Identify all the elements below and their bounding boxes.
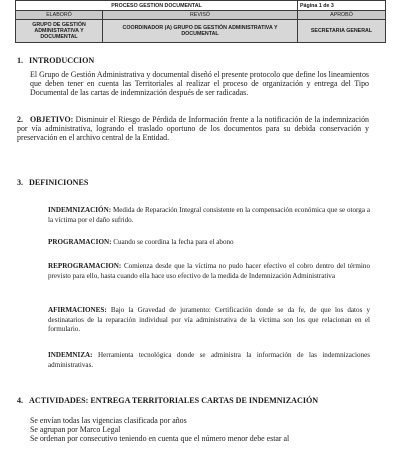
definition-item <box>48 306 370 335</box>
section-number: 1. <box>17 56 24 65</box>
section-title: DEFINICIONES <box>29 178 89 187</box>
section-number: 3. <box>17 178 24 187</box>
section-title: OBJETIVO: <box>30 115 74 124</box>
reviso-value: COORDINADOR (A) GRUPO DE GESTIÓN ADMINISTRATIVA Y DOCUMENTAL <box>103 20 298 43</box>
section-number: 2. <box>17 115 23 124</box>
definition-item <box>48 351 370 370</box>
section-title: INTRODUCCION <box>29 56 95 65</box>
definition-term: INDEMNIZA: <box>48 351 93 359</box>
section-heading-definiciones <box>17 178 88 187</box>
elaboro-label: ELABORÓ <box>16 11 103 20</box>
activity-line: Se ordenan por consecutivo teniendo en cuenta que el número menor debe estar al <box>30 434 290 443</box>
section-title: ACTIVIDADES: ENTREGA TERRITORIALES CARTAS DE INDEMNIZACIÓN <box>29 396 319 405</box>
objetivo-text: Disminuir el Riesgo de Pérdida de Información frente a la notificación de la indemnización por vía administrativa, logrando el traslado oportuno de los documentos para su debida conservación y preservación en el archivo central de la Entidad. <box>17 115 369 143</box>
definition-term: REPROGRAMACION: <box>48 262 122 270</box>
definition-term: AFIRMACIONES: <box>48 306 107 314</box>
definition-term: PROGRAMACION: <box>48 238 112 246</box>
document-header-table <box>15 0 386 43</box>
definition-text: Medida de Reparación Integral consistente en la compensación económica que se otorga a la víctima por el daño sufrido. <box>48 206 370 224</box>
definition-item <box>48 262 370 281</box>
page-number: Página 1 de 3 <box>298 1 386 11</box>
definition-item <box>48 238 370 248</box>
aprobo-value: SECRETARIA GENERAL <box>298 20 386 43</box>
objetivo-paragraph <box>17 115 369 143</box>
introduccion-paragraph: El Grupo de Gestión Administrativa y documental diseñó el presente protocolo que define los lineamientos que deben tener en cuenta las Territoriales al realizar el proceso de organización y entrega del Tipo Documental de las cartas de indemnización después de ser radicadas. <box>30 70 369 98</box>
definition-text: Cuando se coordina la fecha para el abono <box>113 238 234 246</box>
process-name: PROCESO GESTION DOCUMENTAL <box>16 1 298 11</box>
section-heading-actividades <box>17 396 318 405</box>
elaboro-value: GRUPO DE GESTIÓN ADMINISTRATIVA Y DOCUMENTAL <box>16 20 103 43</box>
definition-term: INDEMNIZACIÓN: <box>48 206 112 214</box>
definition-text: Bajo la Gravedad de juramento: Certificación donde se da fe, de que los datos y destinatarios de la reparación individual por vía administrativa de la víctima son los que relacionan en el formulario. <box>48 306 370 334</box>
activity-line: Se envían todas las vigencias clasificada por años <box>30 416 187 425</box>
activity-line: Se agrupan por Marco Legal <box>30 425 121 434</box>
section-number: 4. <box>17 396 24 405</box>
definition-text: Herramienta tecnológica donde se administra la información de las indemnizaciones administrativas. <box>48 351 371 369</box>
aprobo-label: APROBÓ <box>298 11 386 20</box>
reviso-label: REVISÓ <box>103 11 298 20</box>
definition-item <box>48 206 370 225</box>
definition-text: Comienza desde que la víctima no pudo hacer efectivo el cobro dentro del término previsto para ello, hasta cuando ella hace uso efectivo de la medida de Indemnización Administrativa <box>48 262 370 280</box>
section-heading-introduccion <box>17 56 94 65</box>
